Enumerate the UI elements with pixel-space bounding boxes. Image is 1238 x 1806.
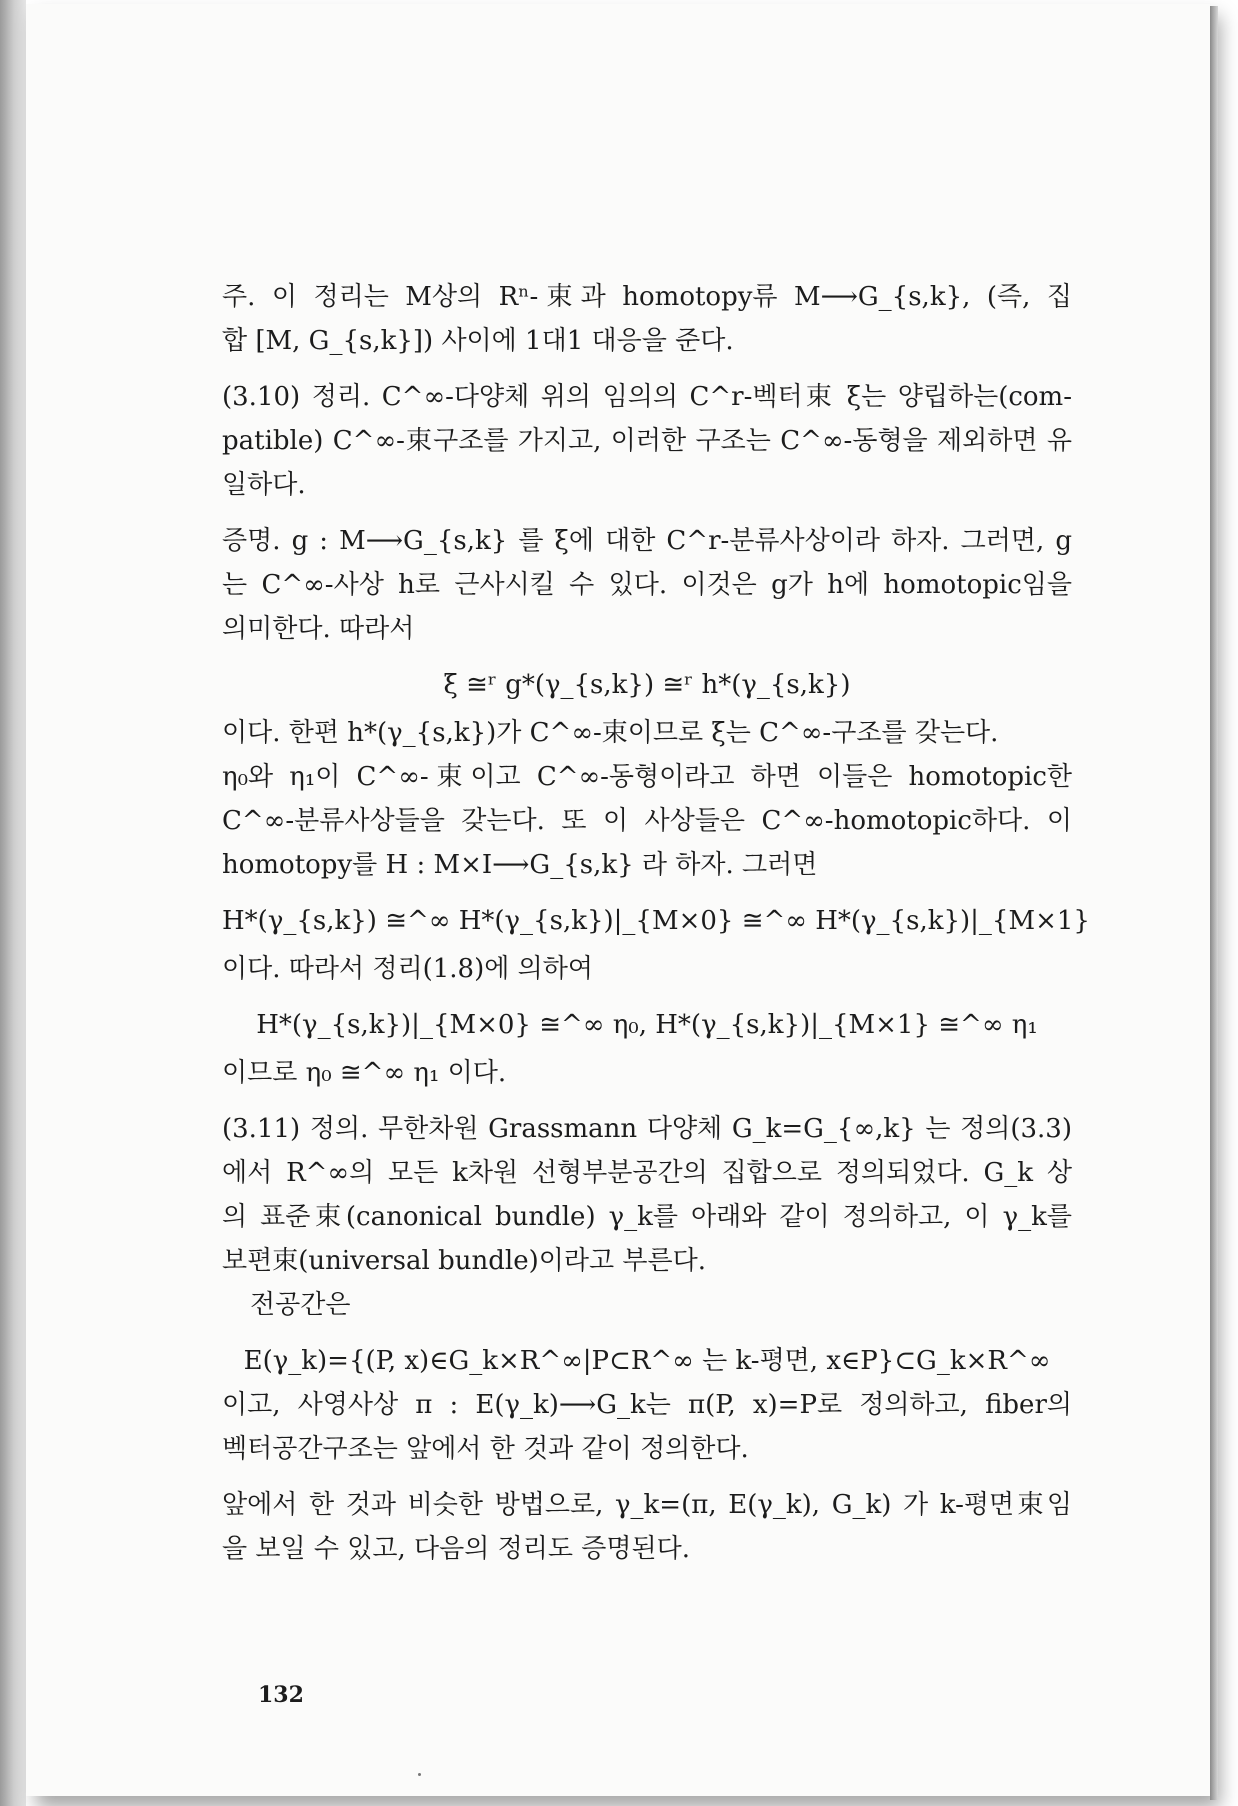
theorem-3-10-line-2: patible) C^∞-束구조를 가지고, 이러한 구조는 C^∞-동형을 제외하면 유 xyxy=(222,426,1072,456)
proof-line-5: η₀와 η₁이 C^∞-束이고 C^∞-동형이라고 하면 이들은 homotopic한 xyxy=(222,762,1072,792)
page-number: 132 xyxy=(258,1682,304,1708)
page-edge-shadow xyxy=(1210,6,1218,1800)
definition-3-11-line-2: 에서 R^∞의 모든 k차원 선형부분공간의 집합으로 정의되었다. G_k 상 xyxy=(222,1158,1072,1188)
proof-line-3: 의미한다. 따라서 xyxy=(222,614,415,644)
definition-3-11-line-5: 전공간은 xyxy=(250,1290,351,1320)
definition-3-11-line-6: 이고, 사영사상 π : E(γ_k)⟶G_k는 π(P, x)=P로 정의하고, fiber의 xyxy=(222,1390,1072,1420)
note-line-1: 주. 이 정리는 M상의 Rⁿ-束과 homotopy류 M⟶G_{s,k}, (즉, 집 xyxy=(222,282,1072,312)
proof-line-7: homotopy를 H : M×I⟶G_{s,k} 라 하자. 그러면 xyxy=(222,850,818,880)
definition-3-11-line-1: (3.11) 정의. 무한차원 Grassmann 다양체 G_k=G_{∞,k} 는 정의(3.3) xyxy=(222,1114,1072,1144)
definition-3-11-line-3: 의 표준束(canonical bundle) γ_k를 아래와 같이 정의하고, 이 γ_k를 xyxy=(222,1202,1072,1232)
closing-line-2: 을 보일 수 있고, 다음의 정리도 증명된다. xyxy=(222,1534,690,1564)
equation-4: E(γ_k)={(P, x)∈G_k×R^∞|P⊂R^∞ 는 k-평면, x∈P}⊂G_k×R^∞ xyxy=(243,1346,1051,1376)
equation-3: H*(γ_{s,k})|_{M×0} ≅^∞ η₀, H*(γ_{s,k})|_{M×1} ≅^∞ η₁ xyxy=(256,1010,1038,1040)
definition-3-11-line-7: 벡터공간구조는 앞에서 한 것과 같이 정의한다. xyxy=(222,1434,749,1464)
proof-line-1: 증명. g : M⟶G_{s,k} 를 ξ에 대한 C^r-분류사상이라 하자. 그러면, g xyxy=(222,526,1072,556)
book-spine-shadow xyxy=(0,0,26,1806)
note-line-2: 합 [M, G_{s,k}]) 사이에 1대1 대응을 준다. xyxy=(222,326,734,356)
theorem-3-10-line-3: 일하다. xyxy=(222,470,306,500)
page-body-text xyxy=(222,275,1090,1571)
proof-line-9: 이므로 η₀ ≅^∞ η₁ 이다. xyxy=(222,1058,507,1088)
definition-3-11-line-4: 보편束(universal bundle)이라고 부른다. xyxy=(222,1246,706,1276)
theorem-3-10-line-1: (3.10) 정리. C^∞-다양체 위의 임의의 C^r-벡터束 ξ는 양립하는(com- xyxy=(222,382,1072,412)
equation-2: H*(γ_{s,k}) ≅^∞ H*(γ_{s,k})|_{M×0} ≅^∞ H*(γ_{s,k})|_{M×1} xyxy=(222,906,1090,936)
proof-line-4: 이다. 한편 h*(γ_{s,k})가 C^∞-束이므로 ξ는 C^∞-구조를 갖는다. xyxy=(222,718,999,748)
closing-line-1: 앞에서 한 것과 비슷한 방법으로, γ_k=(π, E(γ_k), G_k) 가 k-평면束임 xyxy=(222,1490,1072,1520)
proof-line-2: 는 C^∞-사상 h로 근사시킬 수 있다. 이것은 g가 h에 homotopic임을 xyxy=(222,570,1072,600)
proof-line-8: 이다. 따라서 정리(1.8)에 의하여 xyxy=(222,954,593,984)
proof-line-6: C^∞-분류사상들을 갖는다. 또 이 사상들은 C^∞-homotopic하다. 이 xyxy=(222,806,1072,836)
print-speck xyxy=(418,1773,421,1776)
equation-1: ξ ≅ʳ g*(γ_{s,k}) ≅ʳ h*(γ_{s,k}) xyxy=(443,670,851,700)
